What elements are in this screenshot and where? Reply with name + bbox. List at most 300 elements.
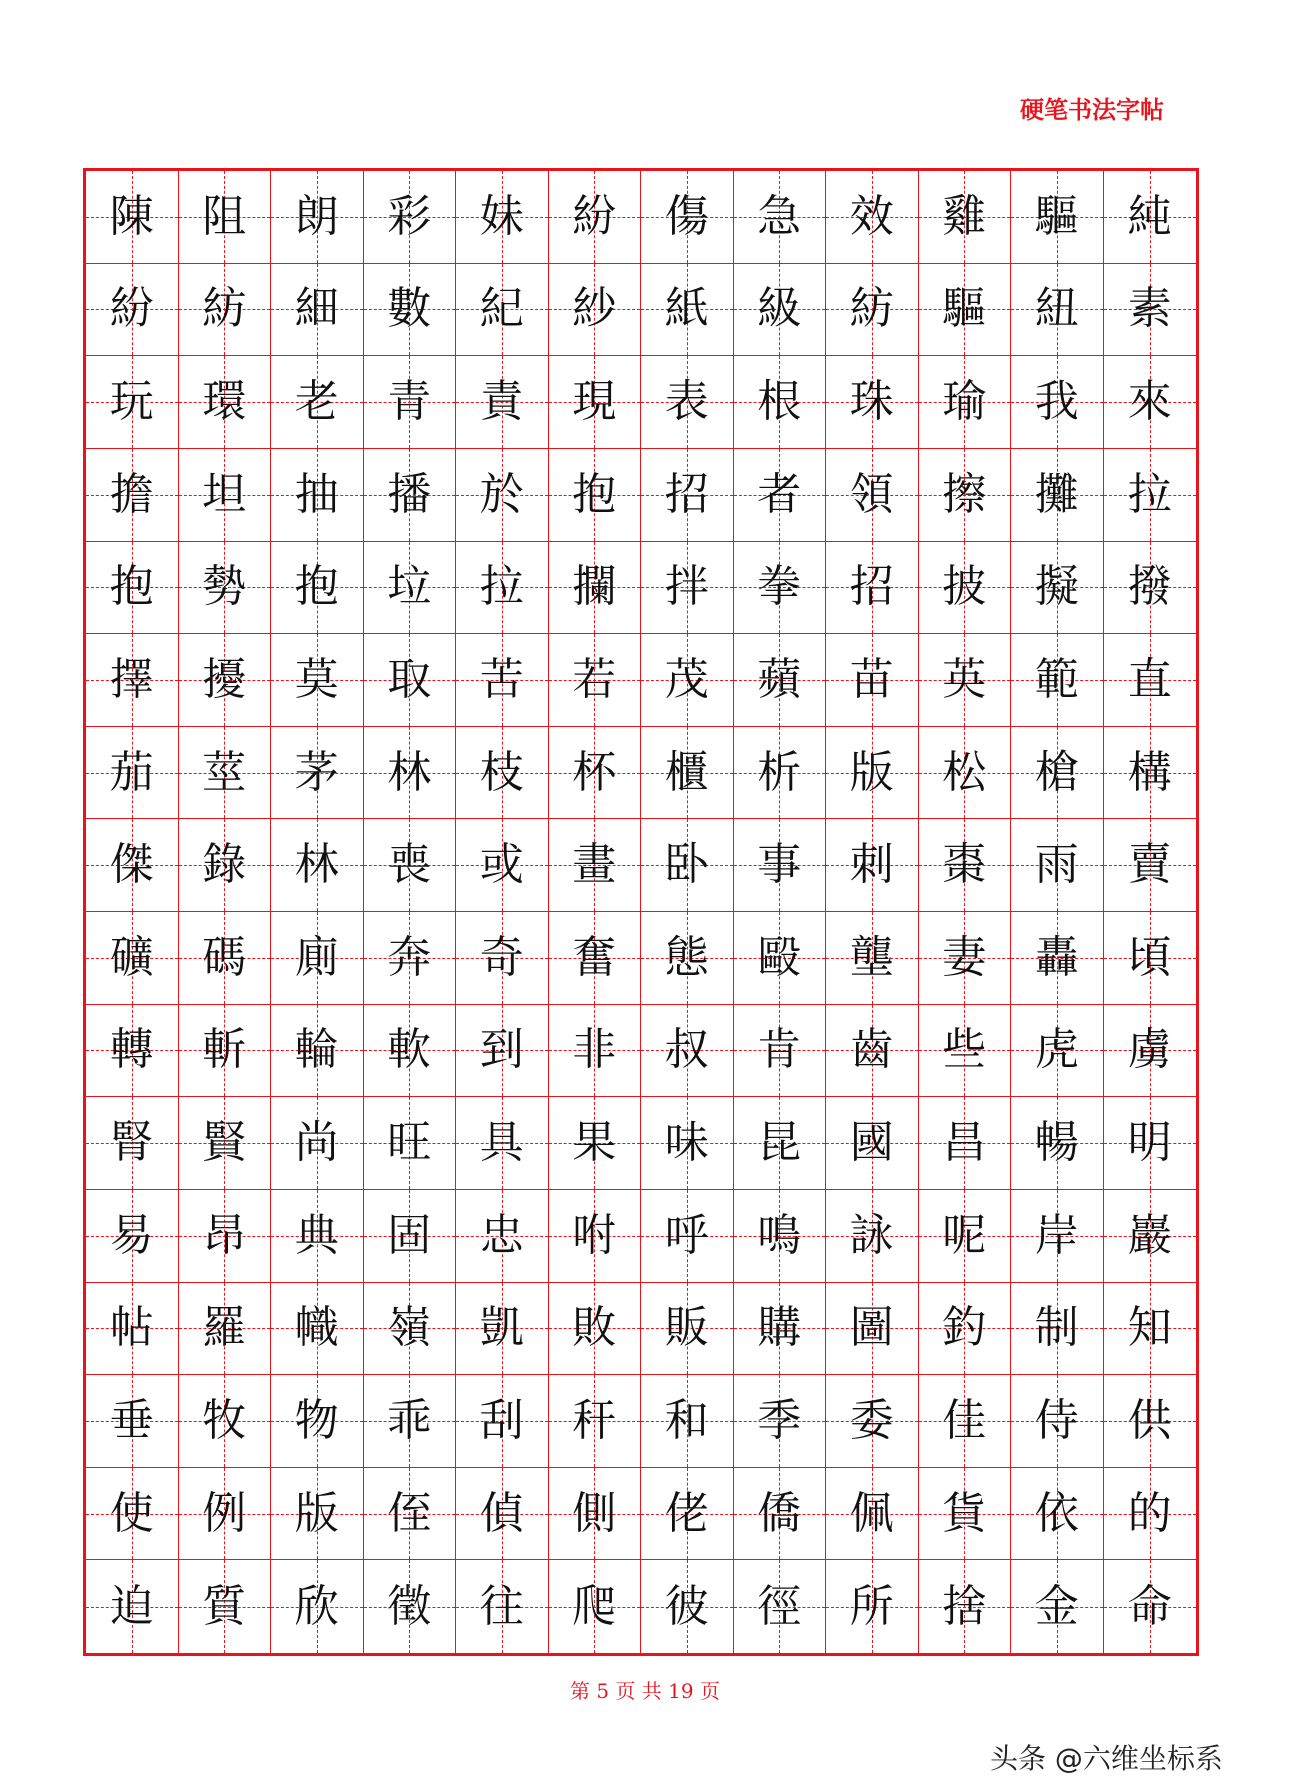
grid-cell [179,1468,272,1561]
grid-cell [271,1283,364,1376]
seal-character: 茄 [109,746,154,798]
grid-cell [549,634,642,727]
grid-cell [271,912,364,1005]
seal-character: 素 [1127,283,1172,335]
seal-character: 英 [942,653,987,705]
seal-character: 釣 [942,1302,987,1354]
grid-cell [549,819,642,912]
grid-cell [271,542,364,635]
seal-character: 的 [1127,1487,1172,1539]
seal-character: 阻 [202,190,247,242]
seal-character: 我 [1034,376,1079,428]
grid-cell [826,1005,919,1098]
seal-character: 些 [942,1024,987,1076]
seal-character: 茅 [294,746,339,798]
seal-character: 紡 [202,283,247,335]
seal-character: 例 [202,1487,247,1539]
seal-character: 擇 [109,653,154,705]
grid-cell [826,1468,919,1561]
seal-character: 帖 [109,1302,154,1354]
seal-character: 抱 [109,561,154,613]
seal-character: 物 [294,1394,339,1446]
grid-cell [456,634,549,727]
grid-cell [179,1097,272,1190]
seal-character: 招 [849,561,894,613]
grid-cell [271,356,364,449]
grid-cell [734,449,827,542]
grid-cell [179,542,272,635]
grid-cell [1104,1005,1197,1098]
grid-cell [1011,912,1104,1005]
seal-character: 轉 [109,1024,154,1076]
grid-cell [1011,1375,1104,1468]
grid-cell [919,912,1012,1005]
seal-character: 拉 [1127,468,1172,520]
seal-character: 妹 [479,190,524,242]
seal-character: 播 [387,468,432,520]
grid-cell [179,264,272,357]
seal-character: 旺 [387,1117,432,1169]
seal-character: 非 [572,1024,617,1076]
grid-cell [456,264,549,357]
grid-cell [271,1375,364,1468]
grid-cell [919,1283,1012,1376]
seal-character: 拉 [479,561,524,613]
grid-cell [826,819,919,912]
seal-character: 佳 [942,1394,987,1446]
grid-cell [549,1190,642,1283]
seal-character: 垃 [387,561,432,613]
seal-character: 幟 [294,1302,339,1354]
grid-cell [86,1560,179,1653]
grid-cell [456,1560,549,1653]
seal-character: 林 [387,746,432,798]
seal-character: 明 [1127,1117,1172,1169]
grid-cell [271,264,364,357]
seal-character: 杯 [572,746,617,798]
grid-cell [86,819,179,912]
grid-cell [549,171,642,264]
grid-cell [549,264,642,357]
seal-character: 棗 [942,839,987,891]
seal-character: 迫 [109,1580,154,1632]
grid-cell [271,171,364,264]
grid-cell [734,727,827,820]
grid-cell [734,171,827,264]
seal-character: 紗 [572,283,617,335]
grid-cell [826,912,919,1005]
seal-character: 咐 [572,1209,617,1261]
grid-cell [1011,264,1104,357]
seal-character: 紙 [664,283,709,335]
grid-cell [364,1005,457,1098]
grid-cell [1104,634,1197,727]
grid-cell [919,1560,1012,1653]
grid-cell [1011,727,1104,820]
grid-cell [271,634,364,727]
seal-character: 或 [479,839,524,891]
grid-cell [1011,819,1104,912]
seal-character: 玩 [109,376,154,428]
grid-cell [641,542,734,635]
grid-cell [1104,1097,1197,1190]
grid-cell [919,1468,1012,1561]
seal-character: 佬 [664,1487,709,1539]
seal-character: 根 [757,376,802,428]
grid-cell [456,1005,549,1098]
grid-cell [1104,1560,1197,1653]
seal-character: 賣 [1127,839,1172,891]
grid-cell [641,634,734,727]
seal-character: 事 [757,839,802,891]
grid-cell [1011,1468,1104,1561]
seal-character: 尚 [294,1117,339,1169]
seal-character: 固 [387,1209,432,1261]
seal-character: 驅 [942,283,987,335]
seal-character: 貨 [942,1487,987,1539]
grid-cell [364,1283,457,1376]
grid-cell [1104,542,1197,635]
grid-cell [364,1468,457,1561]
seal-character: 購 [757,1302,802,1354]
grid-cell [364,171,457,264]
seal-character: 鳴 [757,1209,802,1261]
seal-character: 奮 [572,931,617,983]
grid-cell [86,356,179,449]
seal-character: 暢 [1034,1117,1079,1169]
grid-cell [641,1005,734,1098]
seal-character: 數 [387,283,432,335]
seal-character: 版 [294,1487,339,1539]
seal-character: 來 [1127,376,1172,428]
seal-character: 抽 [294,468,339,520]
grid-cell [1104,912,1197,1005]
seal-character: 者 [757,468,802,520]
grid-cell [364,912,457,1005]
grid-cell [919,449,1012,542]
seal-character: 老 [294,376,339,428]
seal-character: 廁 [294,931,339,983]
seal-character: 勢 [202,561,247,613]
grid-cell [826,1560,919,1653]
grid-cell [364,449,457,542]
seal-character: 朗 [294,190,339,242]
grid-cell [1104,819,1197,912]
grid-cell [271,727,364,820]
seal-character: 金 [1034,1580,1079,1632]
grid-cell [549,1468,642,1561]
seal-character: 擔 [109,468,154,520]
seal-character: 刺 [849,839,894,891]
seal-character: 級 [757,283,802,335]
grid-cell [826,171,919,264]
seal-character: 傷 [664,190,709,242]
seal-character: 果 [572,1117,617,1169]
grid-cell [826,356,919,449]
grid-cell [456,1190,549,1283]
grid-cell [86,727,179,820]
grid-cell [641,1097,734,1190]
seal-character: 碼 [202,931,247,983]
grid-cell [179,634,272,727]
seal-character: 腎 [109,1117,154,1169]
grid-cell [364,819,457,912]
grid-cell [271,1468,364,1561]
seal-character: 青 [387,376,432,428]
seal-character: 輪 [294,1024,339,1076]
seal-character: 制 [1034,1302,1079,1354]
grid-cell [86,1468,179,1561]
grid-cell [86,634,179,727]
seal-character: 和 [664,1394,709,1446]
seal-character: 虎 [1034,1024,1079,1076]
seal-character: 卧 [664,839,709,891]
seal-character: 往 [479,1580,524,1632]
page-number: 第 5 页 共 19 页 [570,1679,720,1703]
grid-cell [271,449,364,542]
grid-cell [826,1190,919,1283]
seal-character: 秆 [572,1394,617,1446]
seal-character: 垂 [109,1394,154,1446]
seal-character: 態 [664,931,709,983]
grid-cell [641,1375,734,1468]
seal-character: 側 [572,1487,617,1539]
grid-cell [826,264,919,357]
seal-character: 瑜 [942,376,987,428]
seal-character: 現 [572,376,617,428]
grid-cell [456,542,549,635]
grid-cell [734,542,827,635]
grid-cell [86,542,179,635]
seal-character: 賢 [202,1117,247,1169]
seal-character: 販 [664,1302,709,1354]
grid-cell [919,1005,1012,1098]
grid-cell [549,1283,642,1376]
grid-cell [1011,634,1104,727]
grid-cell [271,1005,364,1098]
seal-character: 命 [1127,1580,1172,1632]
seal-character: 軟 [387,1024,432,1076]
grid-cell [179,819,272,912]
grid-cell [271,1190,364,1283]
seal-character: 委 [849,1394,894,1446]
grid-cell [1011,1560,1104,1653]
seal-character: 肯 [757,1024,802,1076]
seal-character: 環 [202,376,247,428]
seal-character: 傑 [109,839,154,891]
grid-cell [1104,727,1197,820]
grid-cell [1104,1190,1197,1283]
seal-character: 披 [942,561,987,613]
seal-character: 苦 [479,653,524,705]
grid-cell [734,1283,827,1376]
seal-character: 取 [387,653,432,705]
grid-cell [1104,1375,1197,1468]
grid-cell [641,171,734,264]
grid-cell [179,727,272,820]
seal-character: 抱 [572,468,617,520]
seal-character: 爬 [572,1580,617,1632]
seal-character: 紛 [109,283,154,335]
grid-cell [549,542,642,635]
grid-cell [1011,171,1104,264]
grid-cell [86,264,179,357]
seal-character: 壟 [849,931,894,983]
seal-character: 昌 [942,1117,987,1169]
grid-cell [86,1005,179,1098]
seal-character: 使 [109,1487,154,1539]
seal-character: 到 [479,1024,524,1076]
seal-character: 呢 [942,1209,987,1261]
grid-cell [919,1375,1012,1468]
grid-cell [1011,449,1104,542]
practice-grid [83,168,1199,1656]
grid-cell [271,1097,364,1190]
grid-cell [734,819,827,912]
grid-cell [364,264,457,357]
seal-character: 林 [294,839,339,891]
grid-cell [86,912,179,1005]
seal-character: 紀 [479,283,524,335]
grid-cell [86,449,179,542]
grid-cell [364,727,457,820]
grid-cell [641,1468,734,1561]
grid-cell [1104,356,1197,449]
seal-character: 呼 [664,1209,709,1261]
seal-character: 羅 [202,1302,247,1354]
grid-cell [919,1190,1012,1283]
seal-character: 徑 [757,1580,802,1632]
seal-character: 嶺 [387,1302,432,1354]
watermark-text: 头条 @六维坐标系 [990,1742,1223,1775]
grid-cell [549,1005,642,1098]
grid-cell [734,1560,827,1653]
grid-cell [919,264,1012,357]
seal-character: 若 [572,653,617,705]
grid-cell [826,449,919,542]
seal-character: 紡 [849,283,894,335]
grid-cell [734,1097,827,1190]
grid-cell [641,264,734,357]
seal-character: 責 [479,376,524,428]
seal-character: 圖 [849,1302,894,1354]
grid-cell [1104,171,1197,264]
seal-character: 昂 [202,1209,247,1261]
seal-character: 構 [1127,746,1172,798]
seal-character: 妻 [942,931,987,983]
seal-character: 偵 [479,1487,524,1539]
seal-character: 攔 [572,561,617,613]
grid-cell [179,1560,272,1653]
grid-cell [364,1560,457,1653]
grid-cell [734,912,827,1005]
grid-cell [734,1190,827,1283]
seal-character: 效 [849,190,894,242]
seal-character: 抱 [294,561,339,613]
grid-cell [549,1560,642,1653]
seal-character: 擦 [942,468,987,520]
grid-cell [1011,1283,1104,1376]
grid-cell [179,171,272,264]
grid-cell [364,1190,457,1283]
seal-character: 佩 [849,1487,894,1539]
seal-character: 急 [757,190,802,242]
grid-cell [456,449,549,542]
seal-character: 知 [1127,1302,1172,1354]
grid-cell [86,1283,179,1376]
seal-character: 易 [109,1209,154,1261]
grid-cell [364,1097,457,1190]
grid-cell [456,1097,549,1190]
seal-character: 紐 [1034,283,1079,335]
seal-character: 巖 [1127,1209,1172,1261]
grid-cell [919,727,1012,820]
seal-character: 細 [294,283,339,335]
seal-character: 苗 [849,653,894,705]
seal-character: 供 [1127,1394,1172,1446]
grid-cell [179,1190,272,1283]
seal-character: 枝 [479,746,524,798]
seal-character: 國 [849,1117,894,1169]
grid-cell [826,1375,919,1468]
seal-character: 僑 [757,1487,802,1539]
seal-character: 乖 [387,1394,432,1446]
grid-cell [1011,1190,1104,1283]
grid-cell [734,264,827,357]
seal-character: 牧 [202,1394,247,1446]
seal-character: 侍 [1034,1394,1079,1446]
grid-cell [1011,1005,1104,1098]
seal-character: 坦 [202,468,247,520]
seal-character: 拌 [664,561,709,613]
grid-cell [919,819,1012,912]
seal-character: 蘋 [757,653,802,705]
grid-cell [549,912,642,1005]
grid-cell [919,356,1012,449]
grid-cell [919,634,1012,727]
grid-cell [179,1375,272,1468]
seal-character: 昆 [757,1117,802,1169]
grid-cell [826,727,919,820]
grid-cell [641,1560,734,1653]
seal-character: 質 [202,1580,247,1632]
seal-character: 純 [1127,190,1172,242]
seal-character: 具 [479,1117,524,1169]
seal-character: 所 [849,1580,894,1632]
seal-character: 錄 [202,839,247,891]
seal-character: 喪 [387,839,432,891]
seal-character: 依 [1034,1487,1079,1539]
grid-cell [641,1190,734,1283]
seal-character: 櫃 [664,746,709,798]
seal-character: 敗 [572,1302,617,1354]
grid-cell [549,1097,642,1190]
grid-cell [456,819,549,912]
grid-cell [86,1375,179,1468]
seal-character: 季 [757,1394,802,1446]
grid-cell [456,1468,549,1561]
seal-character: 攤 [1034,468,1079,520]
seal-character: 雨 [1034,839,1079,891]
grid-cell [549,356,642,449]
seal-character: 拳 [757,561,802,613]
grid-cell [179,912,272,1005]
seal-character: 撥 [1127,561,1172,613]
grid-cell [1104,264,1197,357]
seal-character: 虜 [1127,1024,1172,1076]
seal-character: 味 [664,1117,709,1169]
seal-character: 凱 [479,1302,524,1354]
